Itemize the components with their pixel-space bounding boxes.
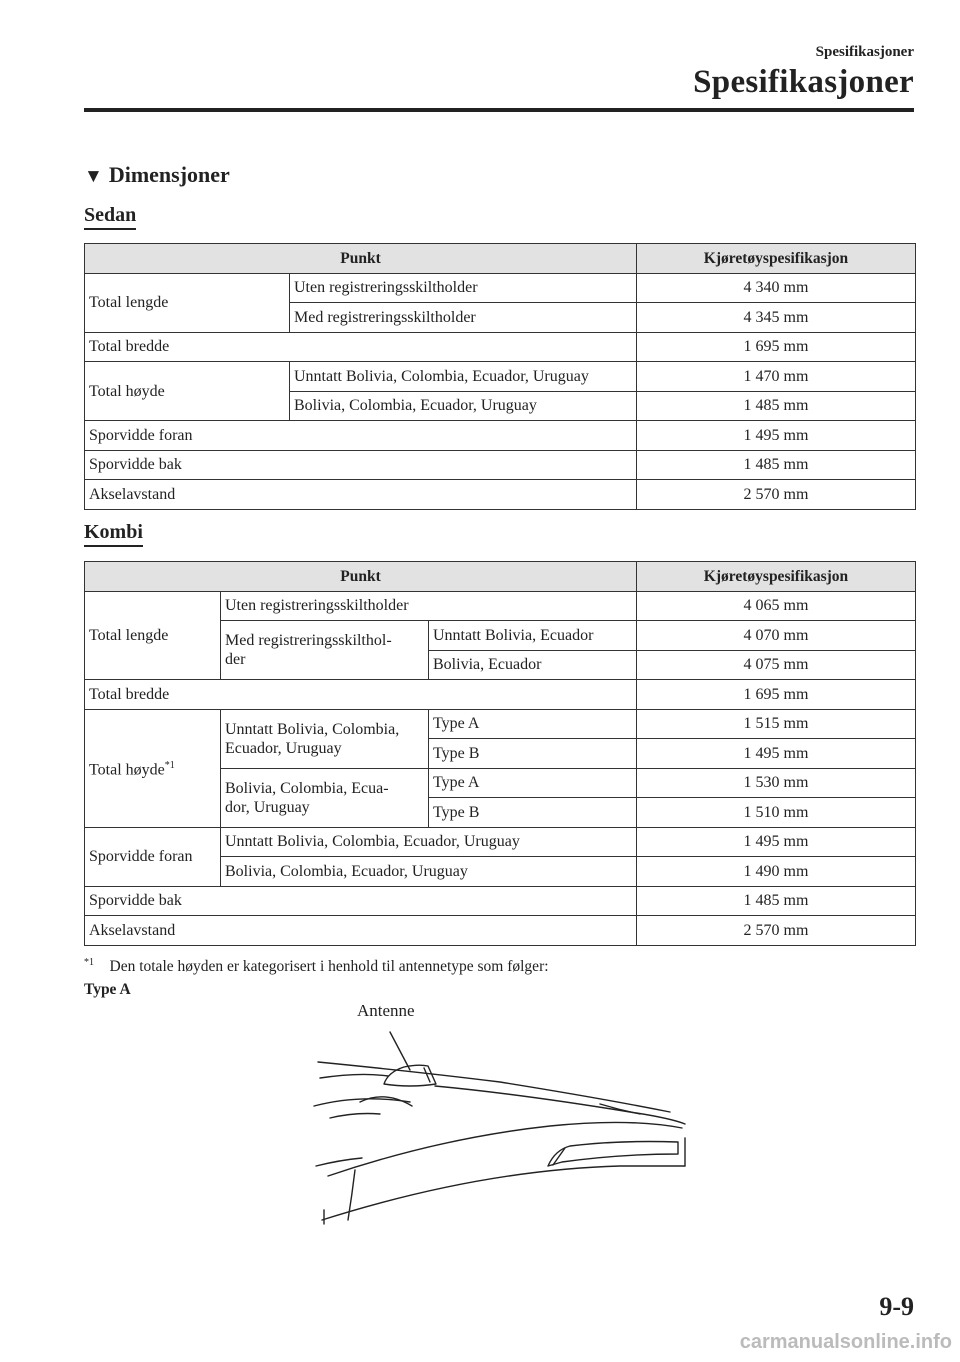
row-sublabel: Bolivia, Colombia, Ecuador, Uruguay (221, 857, 637, 887)
row-sublabel: Unntatt Bolivia, Ecuador (429, 621, 637, 651)
label-line: Bolivia, Colombia, Ecua- (225, 779, 389, 797)
col-header-spec: Kjøretøyspesifikasjon (637, 562, 916, 592)
row-value: 1 485 mm (637, 886, 916, 916)
row-value: 4 345 mm (637, 303, 916, 333)
row-value: 4 340 mm (637, 273, 916, 303)
table-row (85, 421, 916, 451)
row-label: Total bredde (85, 332, 637, 362)
section-heading (84, 162, 230, 188)
row-value: 1 695 mm (637, 332, 916, 362)
row-value: 1 485 mm (637, 391, 916, 421)
col-header-item: Punkt (85, 244, 637, 274)
header-rule (84, 108, 914, 112)
row-value: 1 695 mm (637, 680, 916, 710)
row-label: Total bredde (85, 680, 637, 710)
table-row (85, 709, 916, 739)
row-value: 4 070 mm (637, 621, 916, 651)
row-value: 1 515 mm (637, 709, 916, 739)
row-value: 1 485 mm (637, 450, 916, 480)
row-label: Total høyde (85, 362, 290, 421)
row-sublabel: Unntatt Bolivia, Colombia, Ecuador, Uruguay (221, 827, 637, 857)
row-value: 1 495 mm (637, 739, 916, 769)
table-header-row (85, 562, 916, 592)
row-value: 1 510 mm (637, 798, 916, 828)
row-sublabel (221, 621, 429, 680)
row-value: 1 530 mm (637, 768, 916, 798)
section-title: Dimensjoner (108, 162, 230, 187)
kombi-heading: Kombi (84, 521, 143, 547)
row-sublabel: Med registreringsskiltholder (290, 303, 637, 333)
row-label: Sporvidde bak (85, 450, 637, 480)
table-row (85, 362, 916, 392)
row-label: Akselavstand (85, 916, 637, 946)
kombi-table (84, 561, 916, 946)
row-label: Total lengde (85, 273, 290, 332)
table-row (85, 273, 916, 303)
running-header-small: Spesifikasjoner (815, 44, 914, 60)
row-sublabel: Bolivia, Ecuador (429, 650, 637, 680)
footnote (84, 957, 549, 976)
row-sublabel (221, 709, 429, 768)
table-row (85, 916, 916, 946)
row-label: Sporvidde bak (85, 886, 637, 916)
col-header-spec: Kjøretøyspesifikasjon (637, 244, 916, 274)
row-sublabel: Bolivia, Colombia, Ecuador, Uruguay (290, 391, 637, 421)
page-number: 9-9 (879, 1292, 914, 1321)
label-line: Ecuador, Uruguay (225, 739, 342, 757)
label-text: Total høyde (89, 761, 165, 779)
row-type: Type A (429, 709, 637, 739)
running-header-title: Spesifikasjoner (693, 64, 914, 100)
row-type: Type B (429, 739, 637, 769)
label-line: Unntatt Bolivia, Colombia, (225, 720, 400, 738)
table-row (85, 332, 916, 362)
row-type: Type B (429, 798, 637, 828)
row-label: Total lengde (85, 591, 221, 680)
car-roof-antenna-illustration (300, 1020, 700, 1230)
label-line: dor, Uruguay (225, 798, 310, 816)
footnote-type-label: Type A (84, 981, 131, 998)
table-row (85, 827, 916, 857)
row-value: 1 470 mm (637, 362, 916, 392)
table-row (85, 680, 916, 710)
row-value: 1 495 mm (637, 827, 916, 857)
row-value: 1 490 mm (637, 857, 916, 887)
row-sublabel: Uten registreringsskiltholder (290, 273, 637, 303)
table-row (85, 480, 916, 510)
triangle-down-icon: ▼ (84, 166, 103, 187)
antenna-label: Antenne (357, 1001, 415, 1020)
col-header-item: Punkt (85, 562, 637, 592)
label-line: der (225, 651, 246, 668)
watermark: carmanualsonline.info (739, 1331, 952, 1353)
row-label: Sporvidde foran (85, 421, 637, 451)
footnote-mark: *1 (84, 957, 94, 968)
row-value: 1 495 mm (637, 421, 916, 451)
row-value: 2 570 mm (637, 916, 916, 946)
row-label: Sporvidde foran (85, 827, 221, 886)
row-label (85, 709, 221, 827)
footnote-text: Den totale høyden er kategorisert i henhold til antennetype som følger: (109, 958, 549, 976)
sedan-heading: Sedan (84, 204, 136, 230)
table-row (85, 450, 916, 480)
row-sublabel: Uten registreringsskiltholder (221, 591, 637, 621)
row-label: Akselavstand (85, 480, 637, 510)
footnote-ref: *1 (164, 760, 175, 772)
row-sublabel: Unntatt Bolivia, Colombia, Ecuador, Uruguay (290, 362, 637, 392)
row-type: Type A (429, 768, 637, 798)
sedan-table (84, 243, 916, 510)
row-value: 4 075 mm (637, 650, 916, 680)
row-sublabel (221, 768, 429, 827)
table-header-row (85, 244, 916, 274)
row-value: 4 065 mm (637, 591, 916, 621)
row-value: 2 570 mm (637, 480, 916, 510)
table-row (85, 591, 916, 621)
label-line: Med registreringsskilthol- (225, 632, 392, 649)
table-row (85, 886, 916, 916)
